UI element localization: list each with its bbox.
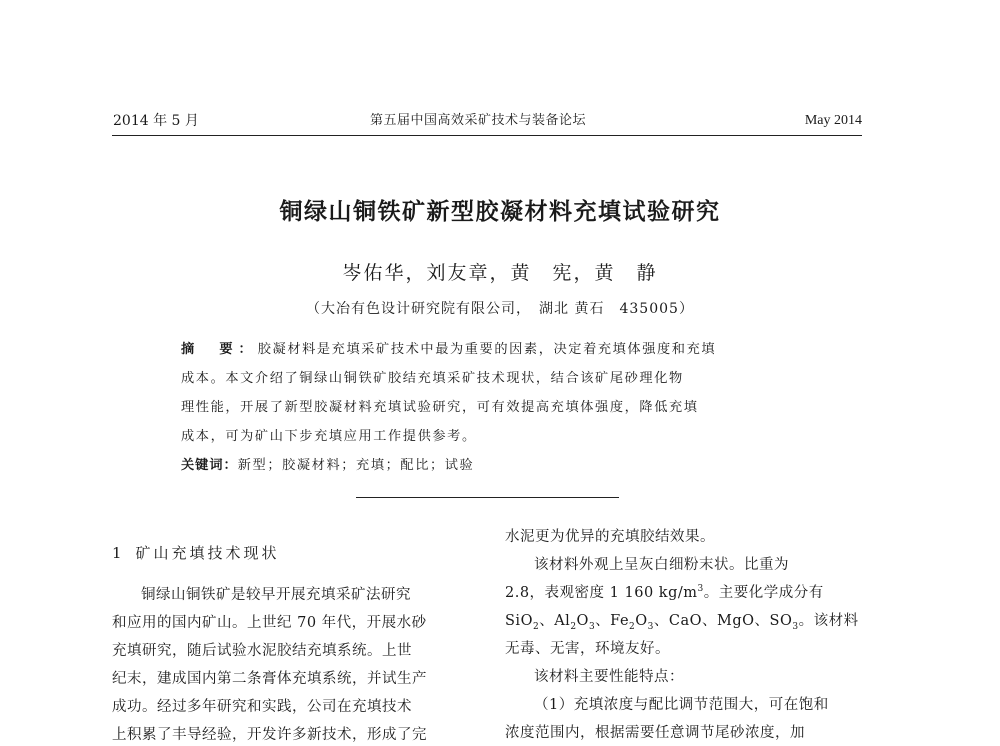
left-col-line-2: 和应用的国内矿山。上世纪 70 年代，开展水砂 [112, 615, 427, 631]
abstract-line-4: 成本，可为矿山下步充填应用工作提供参考。 [181, 429, 477, 444]
right-col-line-8: 浓度范围内，根据需要任意调节尾砂浓度，加 [505, 725, 805, 741]
header-date: 2014 年 5 月 [113, 113, 199, 129]
formula-subscript: 3 [588, 621, 596, 632]
paper-affiliation: （大冶有色设计研究院有限公司， 湖北 黄石 435005） [306, 301, 694, 317]
formula-subscript: 3 [792, 621, 799, 632]
formula-subscript: 2 [629, 621, 636, 632]
left-col-line-6: 上积累了丰导经验，开发许多新技术，形成了完 [112, 727, 427, 743]
header-date-english: May 2014 [804, 113, 862, 128]
section-heading [112, 541, 280, 565]
header-forum-name: 第五届中国高效采矿技术与装备论坛 [370, 113, 587, 128]
abstract-text: 胶凝材料是充填采矿技术中最为重要的因素，决定着充填体强度和充填 [257, 342, 717, 357]
right-col-line-6: 该材料主要性能特点： [534, 669, 684, 685]
left-col-line-1: 铜绿山铜铁矿是较早开展充填采矿法研究 [141, 587, 411, 603]
keywords-text: 新型；胶凝材料；充填；配比；试验 [237, 458, 475, 473]
formula-part: 、CaO、MgO、SO [653, 613, 793, 629]
keywords-label: 关键词： [181, 458, 238, 473]
section-number: 1 [112, 544, 122, 562]
right-col-line-3 [505, 582, 865, 604]
right-col-line-2: 该材料外观上呈灰白细粉末状。比重为 [534, 557, 789, 573]
abstract-line-2: 成本。本文介绍了铜绿山铜铁矿胶结充填采矿技术现状，结合该矿尾砂理化物 [181, 371, 684, 386]
keywords-line [181, 456, 821, 476]
formula-subscript: 2 [570, 621, 577, 632]
right-col-line-7: （1）充填浓度与配比调节范围大，可在饱和 [534, 697, 829, 713]
formula-part: SiO [505, 613, 533, 629]
abstract-line-3: 理性能，开展了新型胶凝材料充填试验研究，可有效提高充填体强度，降低充填 [181, 400, 699, 415]
right-col-line-4-chemical-formulas [505, 610, 865, 632]
abstract-separator [356, 497, 619, 498]
formula-part: 、Al [539, 613, 571, 629]
left-col-line-3: 充填研究，随后试验水泥胶结充填系统。上世 [112, 643, 412, 659]
formula-subscript: 3 [647, 621, 654, 632]
right-col-line-5: 无毒、无害，环境友好。 [505, 641, 670, 657]
left-col-line-4: 纪末，建成国内第二条膏体充填系统，并试生产 [112, 671, 427, 687]
header-rule [112, 135, 862, 136]
right-col-line-1: 水泥更为优异的充填胶结效果。 [505, 529, 715, 545]
abstract-line-1 [181, 340, 821, 360]
formula-part: O [635, 613, 648, 629]
paper-title: 铜绿山铜铁矿新型胶凝材料充填试验研究 [279, 199, 721, 225]
formula-part: O [576, 613, 589, 629]
density-text: 2.8，表观密度 1 160 kg/m [505, 585, 698, 601]
formula-subscript: 2 [532, 621, 540, 632]
section-title: 矿山充填技术现状 [135, 544, 280, 562]
abstract-label: 摘 要： [181, 342, 258, 357]
formula-part: 。该材料 [798, 613, 859, 629]
formula-part: 、Fe [595, 613, 630, 629]
chem-intro-text: 。主要化学成分有 [703, 585, 824, 601]
left-col-line-5: 成功。经过多年研究和实践，公司在充填技术 [112, 699, 412, 715]
density-unit-exponent: 3 [697, 584, 704, 595]
paper-authors: 岑佑华，刘友章，黄 宪，黄 静 [342, 262, 658, 284]
